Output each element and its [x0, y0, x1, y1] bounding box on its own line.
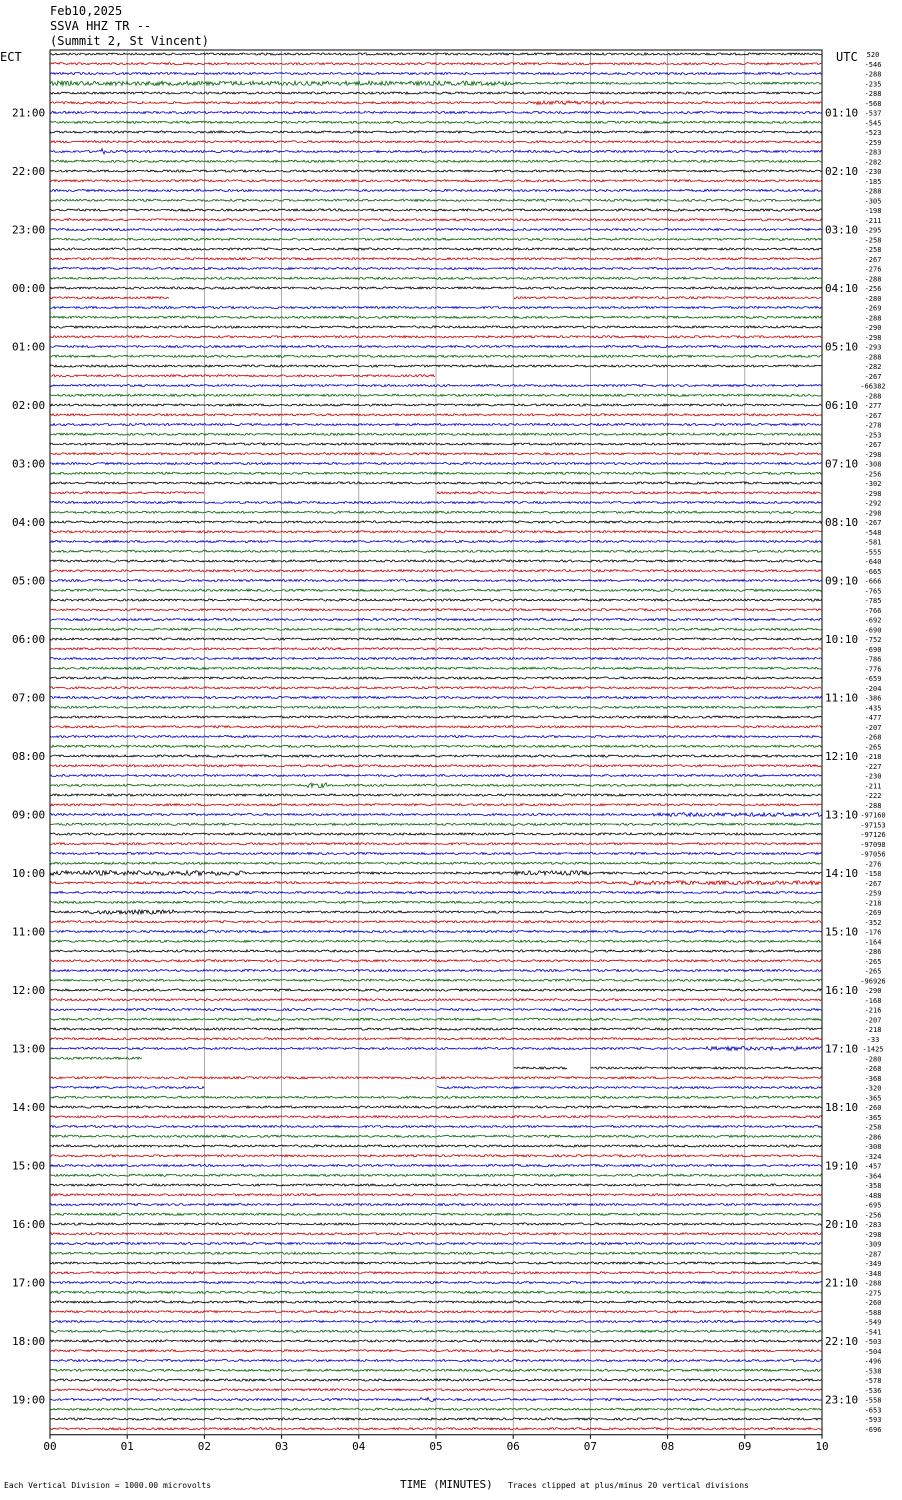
trace-offset-label: -298 — [864, 333, 882, 342]
left-hour-label: 12:00 — [12, 984, 46, 997]
x-tick-label: 09 — [738, 1439, 752, 1453]
trace-offset-label: -665 — [864, 567, 882, 576]
location-label: (Summit 2, St Vincent) — [50, 34, 209, 48]
trace-offset-label: -275 — [864, 1289, 882, 1298]
trace-offset-label: -588 — [864, 1308, 882, 1317]
right-hour-label: 22:10 — [825, 1335, 859, 1348]
trace-offset-label: -290 — [864, 324, 882, 332]
trace-offset-label: -211 — [864, 782, 882, 791]
x-tick-label: 01 — [120, 1439, 134, 1453]
trace-offset-label: -288 — [864, 1279, 882, 1288]
station-label: SSVA HHZ TR -- — [50, 19, 152, 33]
left-hour-label: 13:00 — [12, 1042, 46, 1056]
trace-offset-label: -265 — [864, 967, 882, 976]
right-hour-label: 03:10 — [825, 223, 859, 237]
x-tick-label: 05 — [429, 1439, 443, 1453]
trace-offset-label: -282 — [864, 158, 882, 167]
trace-offset-label: -352 — [864, 918, 882, 927]
trace-offset-label: -548 — [864, 528, 882, 537]
trace-offset-label: -276 — [864, 265, 882, 274]
trace-offset-label: -97056 — [860, 850, 886, 859]
trace-offset-label: -785 — [864, 597, 882, 605]
trace-offset-label: -204 — [864, 684, 882, 693]
trace-offset-label: -364 — [864, 1172, 882, 1181]
trace-offset-label: -97126 — [860, 831, 886, 839]
trace-offset-label: -288 — [864, 801, 882, 810]
trace-offset-label: -259 — [864, 138, 882, 147]
trace-offset-label: -549 — [864, 1318, 882, 1327]
trace-offset-label: -538 — [864, 1367, 882, 1376]
trace-offset-label: -288 — [864, 90, 882, 98]
scale-note: Each Vertical Division = 1000.00 microvolts — [4, 1481, 212, 1490]
trace-offset-label: -504 — [864, 1347, 882, 1356]
trace-offset-label: -765 — [864, 587, 882, 596]
trace-offset-label: -267 — [864, 372, 882, 381]
trace-offset-label: -280 — [864, 1055, 882, 1064]
trace-offset-label: -578 — [864, 1377, 882, 1385]
trace-offset-label: -581 — [864, 538, 882, 547]
trace-offset-label: -66382 — [860, 382, 886, 391]
right-timezone-label: UTC — [836, 50, 858, 64]
trace-offset-label: -298 — [864, 489, 882, 498]
trace-offset-label: -260 — [864, 1299, 882, 1307]
trace-offset-label: -503 — [864, 1338, 882, 1346]
trace-offset-label: -258 — [864, 1123, 882, 1132]
trace-offset-label: -267 — [864, 519, 882, 527]
right-hour-label: 13:10 — [825, 808, 859, 822]
trace-offset-label: -176 — [864, 928, 882, 937]
trace-offset-label: -211 — [864, 216, 882, 225]
trace-offset-label: -477 — [864, 714, 882, 722]
trace-offset-label: -230 — [864, 168, 882, 176]
trace-offset-label: -555 — [864, 548, 882, 557]
x-tick-label: 04 — [352, 1439, 366, 1453]
trace-offset-label: -568 — [864, 99, 882, 108]
trace-offset-label: -290 — [864, 987, 882, 995]
left-hour-label: 19:00 — [12, 1393, 46, 1407]
trace-offset-label: -198 — [864, 207, 882, 215]
trace-offset-label: -207 — [864, 723, 882, 732]
trace-offset-label: -295 — [864, 226, 882, 235]
trace-offset-label: -659 — [864, 675, 882, 683]
left-hour-label: 23:00 — [12, 223, 46, 237]
x-tick-label: 03 — [274, 1439, 289, 1453]
trace-offset-label: -666 — [864, 577, 882, 586]
left-hour-label: 09:00 — [12, 808, 46, 822]
trace-offset-label: -640 — [864, 558, 882, 566]
trace-offset-label: -496 — [864, 1357, 882, 1366]
trace-offset-label: -286 — [864, 1133, 882, 1142]
left-hour-label: 03:00 — [12, 457, 46, 471]
trace-offset-label: -776 — [864, 665, 882, 674]
right-hour-label: 23:10 — [825, 1393, 859, 1407]
trace-offset-label: -218 — [864, 1026, 882, 1034]
trace-offset-label: -288 — [864, 392, 882, 401]
right-hour-label: 21:10 — [825, 1276, 859, 1290]
right-hour-label: 19:10 — [825, 1159, 859, 1173]
trace-offset-label: -260 — [864, 1104, 882, 1112]
right-hour-label: 17:10 — [825, 1042, 859, 1056]
trace-offset-label: -293 — [864, 343, 882, 352]
right-hour-label: 18:10 — [825, 1101, 859, 1114]
trace-offset-label: -218 — [864, 753, 882, 761]
trace-offset-label: -308 — [864, 1143, 882, 1151]
trace-offset-label: -368 — [864, 1074, 882, 1083]
trace-offset-label: -309 — [864, 1240, 882, 1249]
trace-offset-label: -348 — [864, 1269, 882, 1278]
trace-offset-label: -324 — [864, 1152, 882, 1161]
trace-offset-label: -283 — [864, 148, 882, 157]
trace-offset-label: -488 — [864, 1191, 882, 1200]
right-hour-label: 01:10 — [825, 106, 859, 120]
trace-offset-label: -267 — [864, 411, 882, 420]
trace-offset-label: -256 — [864, 1211, 882, 1220]
trace-offset-label: -96926 — [860, 977, 886, 986]
left-hour-label: 04:00 — [12, 516, 46, 529]
trace-offset-label: -786 — [864, 655, 882, 664]
trace-offset-label: -536 — [864, 1386, 882, 1395]
date-label: Feb10,2025 — [50, 4, 123, 18]
trace-offset-label: -283 — [864, 1221, 882, 1229]
clip-note: Traces clipped at plus/minus 20 vertical divisions — [508, 1481, 749, 1490]
trace-offset-label: -230 — [864, 772, 882, 781]
trace-offset-label: -365 — [864, 1094, 882, 1103]
trace-offset-label: -280 — [864, 294, 882, 303]
right-hour-label: 15:10 — [825, 925, 859, 939]
x-tick-label: 00 — [43, 1439, 57, 1453]
trace-offset-label: -298 — [864, 509, 882, 518]
trace-offset-label: -320 — [864, 1084, 882, 1093]
left-timezone-label: ECT — [0, 50, 22, 64]
trace-offset-label: -267 — [864, 879, 882, 888]
right-hour-label: 12:10 — [825, 750, 859, 763]
trace-offset-label: -292 — [864, 499, 882, 508]
trace-offset-label: -288 — [864, 275, 882, 284]
trace-offset-label: -256 — [864, 285, 882, 293]
trace-offset-label: -97153 — [860, 821, 886, 830]
x-tick-label: 08 — [660, 1439, 675, 1453]
right-hour-label: 16:10 — [825, 984, 859, 997]
trace-offset-label: -288 — [864, 353, 882, 362]
trace-offset-label: 520 — [866, 51, 880, 59]
trace-offset-label: -457 — [864, 1162, 882, 1171]
left-hour-label: 17:00 — [12, 1276, 46, 1290]
trace-offset-label: -269 — [864, 909, 882, 917]
trace-offset-label: -97098 — [860, 840, 886, 849]
trace-offset-label: -265 — [864, 957, 882, 966]
trace-offset-label: -216 — [864, 1006, 882, 1015]
x-tick-label: 07 — [583, 1439, 598, 1453]
x-tick-label: 02 — [197, 1439, 212, 1453]
trace-offset-label: -653 — [864, 1406, 882, 1415]
left-hour-label: 08:00 — [12, 750, 46, 763]
trace-offset-label: -218 — [864, 899, 882, 908]
trace-offset-label: -282 — [864, 363, 882, 371]
trace-offset-label: -286 — [864, 948, 882, 956]
trace-offset-label: -278 — [864, 421, 882, 430]
trace-offset-label: -168 — [864, 996, 882, 1005]
trace-offset-label: -227 — [864, 762, 882, 771]
left-hour-label: 05:00 — [12, 574, 46, 588]
trace-offset-label: -305 — [864, 197, 882, 206]
trace-offset-label: -752 — [864, 636, 882, 644]
trace-offset-label: -258 — [864, 236, 882, 245]
right-hour-label: 06:10 — [825, 399, 859, 412]
left-hour-label: 14:00 — [12, 1101, 46, 1114]
right-hour-label: 02:10 — [825, 165, 859, 178]
trace-offset-label: -267 — [864, 441, 882, 449]
trace-offset-label: -207 — [864, 1016, 882, 1025]
trace-offset-label: -267 — [864, 255, 882, 264]
trace-offset-label: -541 — [864, 1328, 882, 1337]
trace-offset-label: -33 — [866, 1035, 880, 1044]
left-hour-label: 02:00 — [12, 399, 46, 412]
left-hour-label: 21:00 — [12, 106, 46, 120]
trace-offset-label: -259 — [864, 889, 882, 898]
trace-offset-label: -302 — [864, 480, 882, 488]
trace-offset-label: -349 — [864, 1260, 882, 1268]
trace-offset-label: -545 — [864, 119, 882, 128]
trace-offset-label: -690 — [864, 626, 882, 635]
trace-offset-label: -766 — [864, 606, 882, 615]
right-hour-label: 14:10 — [825, 867, 859, 880]
trace-offset-label: -276 — [864, 860, 882, 869]
trace-offset-label: -164 — [864, 938, 882, 947]
left-hour-label: 06:00 — [12, 633, 46, 646]
trace-offset-label: -269 — [864, 304, 882, 313]
trace-offset-label: -692 — [864, 616, 882, 625]
trace-offset-label: -537 — [864, 109, 882, 118]
trace-offset-label: -435 — [864, 704, 882, 713]
left-hour-label: 00:00 — [12, 282, 46, 295]
trace-offset-label: -235 — [864, 80, 882, 89]
trace-offset-label: -558 — [864, 1396, 882, 1405]
left-hour-label: 11:00 — [12, 925, 46, 939]
trace-offset-label: -258 — [864, 246, 882, 254]
trace-offset-label: -288 — [864, 70, 882, 79]
trace-offset-label: -308 — [864, 460, 882, 469]
trace-offset-label: -298 — [864, 1230, 882, 1239]
trace-offset-label: -222 — [864, 792, 882, 800]
trace-offset-label: -386 — [864, 694, 882, 703]
trace-offset-label: -265 — [864, 743, 882, 752]
x-tick-label: 06 — [506, 1439, 520, 1453]
x-tick-label: 10 — [815, 1439, 829, 1453]
trace-offset-label: -97160 — [860, 811, 886, 820]
trace-offset-label: -287 — [864, 1250, 882, 1259]
trace-offset-label: -1425 — [862, 1045, 884, 1054]
right-hour-label: 07:10 — [825, 457, 859, 471]
trace-offset-label: -546 — [864, 60, 882, 69]
left-hour-label: 01:00 — [12, 340, 46, 354]
trace-offset-label: -288 — [864, 187, 882, 196]
trace-offset-label: -268 — [864, 733, 882, 742]
left-hour-label: 16:00 — [12, 1218, 46, 1231]
trace-offset-label: -268 — [864, 1065, 882, 1073]
right-hour-label: 20:10 — [825, 1218, 859, 1231]
trace-offset-label: -695 — [864, 1201, 882, 1210]
trace-row — [50, 375, 435, 377]
right-hour-label: 05:10 — [825, 340, 859, 354]
trace-offset-label: -696 — [864, 1425, 882, 1434]
trace-offset-label: -593 — [864, 1416, 882, 1424]
trace-offset-label: -185 — [864, 177, 882, 186]
trace-offset-label: -256 — [864, 470, 882, 479]
left-hour-label: 15:00 — [12, 1159, 46, 1173]
trace-offset-label: -288 — [864, 314, 882, 323]
left-hour-label: 07:00 — [12, 691, 46, 705]
trace-offset-label: -253 — [864, 431, 882, 440]
trace-offset-label: -523 — [864, 129, 882, 137]
left-hour-label: 18:00 — [12, 1335, 46, 1348]
trace-row — [514, 1067, 822, 1069]
trace-offset-label: -158 — [864, 870, 882, 878]
trace-row — [50, 1057, 142, 1059]
trace-offset-label: -277 — [864, 402, 882, 410]
right-hour-label: 10:10 — [825, 633, 859, 646]
right-hour-label: 04:10 — [825, 282, 859, 295]
trace-offset-label: -690 — [864, 645, 882, 654]
right-hour-label: 11:10 — [825, 691, 859, 705]
right-hour-label: 09:10 — [825, 574, 859, 588]
left-hour-label: 10:00 — [12, 867, 46, 880]
x-axis-label: TIME (MINUTES) — [400, 1478, 493, 1491]
left-hour-label: 22:00 — [12, 165, 46, 178]
trace-offset-label: -358 — [864, 1182, 882, 1190]
trace-offset-label: -365 — [864, 1113, 882, 1122]
right-hour-label: 08:10 — [825, 516, 859, 529]
trace-offset-label: -298 — [864, 450, 882, 459]
